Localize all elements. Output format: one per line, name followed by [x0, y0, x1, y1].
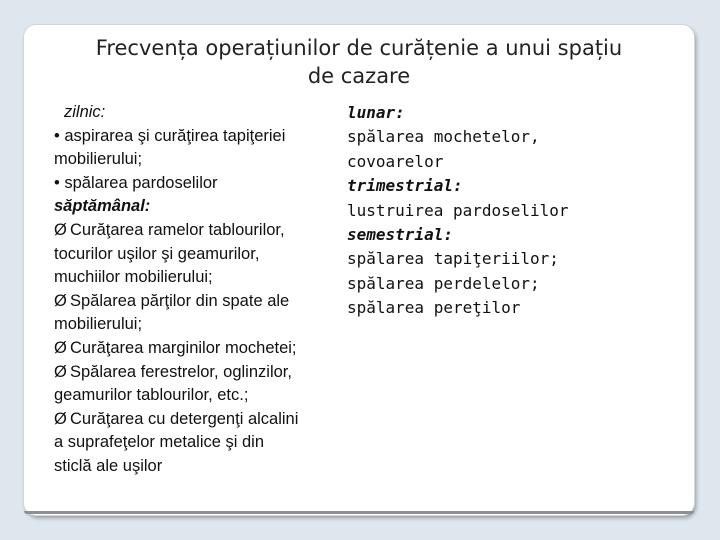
weekly-item-1-text: Curăţarea ramelor tablourilor,: [70, 220, 285, 239]
weekly-item-3: [54, 337, 354, 361]
weekly-item-5-line-2: a suprafeţelor metalice şi din: [54, 433, 265, 452]
arrow-bullet-icon: Ø: [54, 291, 67, 310]
arrow-bullet-icon: Ø: [54, 220, 67, 239]
heading-zilnic: zilnic:: [64, 103, 106, 121]
weekly-item-1-line-2: tocurilor uşilor şi geamurilor,: [54, 244, 260, 263]
weekly-item-5-line-3: sticlă ale uşilor: [54, 456, 163, 475]
weekly-item-2-line-1: [54, 290, 354, 314]
weekly-item-4-line-1: [54, 361, 354, 385]
monthly-item-line-1: spălarea mochetelor,: [347, 127, 540, 147]
right-column: [347, 101, 687, 321]
daily-item-1-line-2: mobilierului;: [54, 150, 143, 169]
heading-saptamanal: săptămânal:: [54, 197, 151, 216]
semiannual-item-2: spălarea perdelelor;: [347, 273, 540, 293]
daily-item-1-line-1: • aspirarea şi curăţirea tapiţeriei: [54, 126, 286, 145]
slide: [24, 25, 694, 515]
weekly-item-3-text: Curăţarea marginilor mochetei;: [70, 338, 297, 357]
weekly-item-2-text: Spălarea părţilor din spate ale: [70, 291, 290, 310]
heading-trimestrial: trimestrial:: [347, 176, 463, 196]
title-line-2: de cazare: [307, 64, 411, 88]
title-line-1: Frecvența operațiunilor de curățenie a unui spațiu: [95, 36, 623, 60]
semiannual-item-1: spălarea tapiţeriilor;: [347, 249, 559, 269]
semiannual-item-3: spălarea pereţilor: [347, 298, 521, 318]
heading-lunar: lunar:: [347, 103, 405, 122]
weekly-item-5-text: Curăţarea cu detergenţi alcalini: [70, 409, 299, 428]
weekly-item-1-line-3: muchiilor mobilierului;: [54, 268, 213, 287]
monthly-item-line-2: covoarelor: [347, 151, 444, 171]
arrow-bullet-icon: Ø: [54, 409, 67, 428]
heading-semestrial: semestrial:: [347, 225, 453, 245]
weekly-item-4-line-2: geamurilor tablourilor, etc.;: [54, 386, 249, 405]
weekly-item-5-line-1: [54, 408, 354, 432]
arrow-bullet-icon: Ø: [54, 362, 67, 381]
weekly-item-1-line-1: [54, 219, 354, 243]
left-column: [54, 101, 354, 479]
arrow-bullet-icon: Ø: [54, 338, 67, 357]
slide-bottom-edge: [24, 511, 694, 514]
quarterly-item: lustruirea pardoselilor: [347, 200, 569, 220]
weekly-item-2-line-2: mobilierului;: [54, 315, 143, 334]
daily-item-2: • spălarea pardoselilor: [54, 173, 218, 192]
slide-title: [64, 34, 654, 90]
weekly-item-4-text: Spălarea ferestrelor, oglinzilor,: [70, 362, 292, 381]
